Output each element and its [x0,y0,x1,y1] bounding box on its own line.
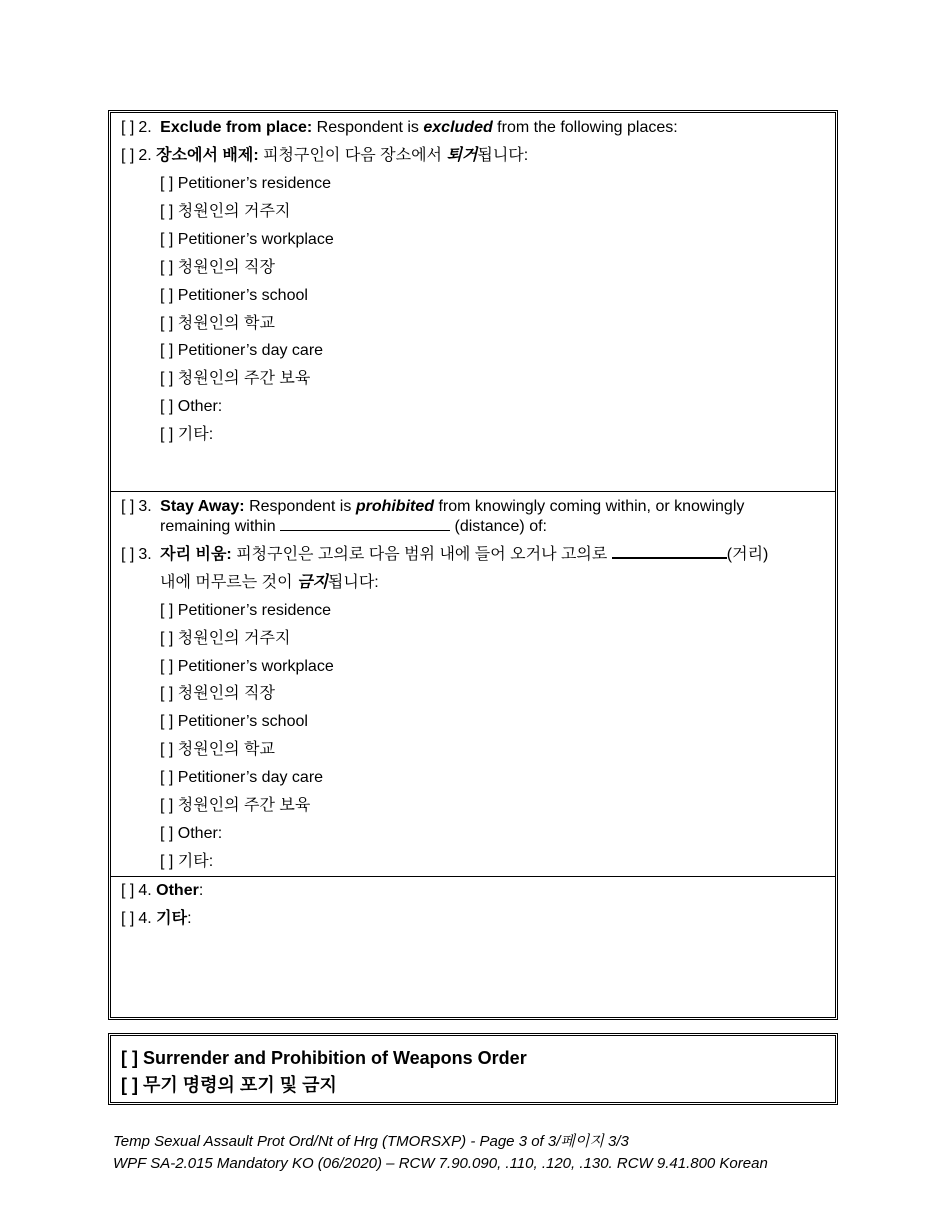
list-item[interactable]: [ ] 청원인의 거주지 [160,630,291,647]
order-form-box [110,112,836,1018]
list-item[interactable]: [ ] Petitioner’s day care [160,769,324,786]
section3-checkbox-ko[interactable]: [ ] [121,546,135,563]
distance-blank[interactable] [280,516,450,531]
footer-line-1: Temp Sexual Assault Prot Ord/Nt of Hrg (TMORSXP) - Page 3 of 3/페이지 3/3 [113,1133,629,1150]
weapons-order-title-en[interactable]: [ ] Surrender and Prohibition of Weapons Order [121,1048,527,1068]
list-item[interactable]: [ ] Other: [160,825,223,842]
weapons-order-title-ko[interactable]: [ ] 무기 명령의 포기 및 금지 [121,1075,337,1095]
section3-heading-ko-line2: 내에 머무르는 것이 금지됩니다: [160,574,379,591]
weapons-order-box [110,1035,836,1103]
list-item[interactable]: [ ] 기타: [160,853,214,870]
list-item[interactable]: [ ] 청원인의 직장 [160,685,275,702]
section3-checkbox[interactable]: [ ] [121,498,135,515]
section2-heading-ko: [ ] 2. 장소에서 배제: 피청구인이 다음 장소에서 퇴거됩니다: [121,147,529,164]
list-item[interactable]: [ ] 청원인의 거주지 [160,203,291,220]
list-item[interactable]: [ ] Petitioner’s day care [160,342,324,359]
list-item[interactable]: [ ] 청원인의 주간 보육 [160,370,311,387]
list-item[interactable]: [ ] Petitioner’s residence [160,175,332,192]
footer-line-2: WPF SA-2.015 Mandatory KO (06/2020) – RCW 7.90.090, .110, .120, .130. RCW 9.41.800 Korean [113,1155,768,1172]
list-item[interactable]: [ ] Petitioner’s workplace [160,658,334,675]
section-other [111,876,835,1018]
list-item[interactable]: [ ] Petitioner’s residence [160,602,332,619]
list-item[interactable]: [ ] Petitioner’s school [160,713,308,730]
section3-heading-ko: [ ] 3. 자리 비움: 피청구인은 고의로 다음 범위 내에 들어 오거나 고의로 (거리) [121,543,768,565]
section3-heading-en: [ ] 3. Stay Away: Respondent is prohibited from knowingly coming within, or knowingly [121,498,745,515]
section4-checkbox-ko[interactable]: [ ] [121,910,135,927]
section2-heading-en: [ ] 2. Exclude from place: Respondent is excluded from the following places: [121,119,678,136]
section2-checkbox-ko[interactable]: [ ] [121,147,135,164]
list-item[interactable]: [ ] Other: [160,398,223,415]
list-item[interactable]: [ ] 청원인의 직장 [160,259,275,276]
section4-heading-ko: [ ] 4. 기타: [121,910,192,927]
distance-blank-ko[interactable] [612,543,727,559]
list-item[interactable]: [ ] 기타: [160,426,214,443]
list-item[interactable]: [ ] 청원인의 학교 [160,315,275,332]
section2-checkbox[interactable]: [ ] [121,119,135,136]
list-item[interactable]: [ ] Petitioner’s workplace [160,231,334,248]
section-exclude-from-place [111,113,835,492]
section3-heading-en-line2: remaining within (distance) of: [160,518,547,535]
list-item[interactable]: [ ] 청원인의 학교 [160,741,275,758]
section4-heading-en: [ ] 4. Other: [121,882,204,899]
section-stay-away [111,491,835,877]
list-item[interactable]: [ ] 청원인의 주간 보육 [160,797,311,814]
list-item[interactable]: [ ] Petitioner’s school [160,287,308,304]
section4-checkbox[interactable]: [ ] [121,882,135,899]
